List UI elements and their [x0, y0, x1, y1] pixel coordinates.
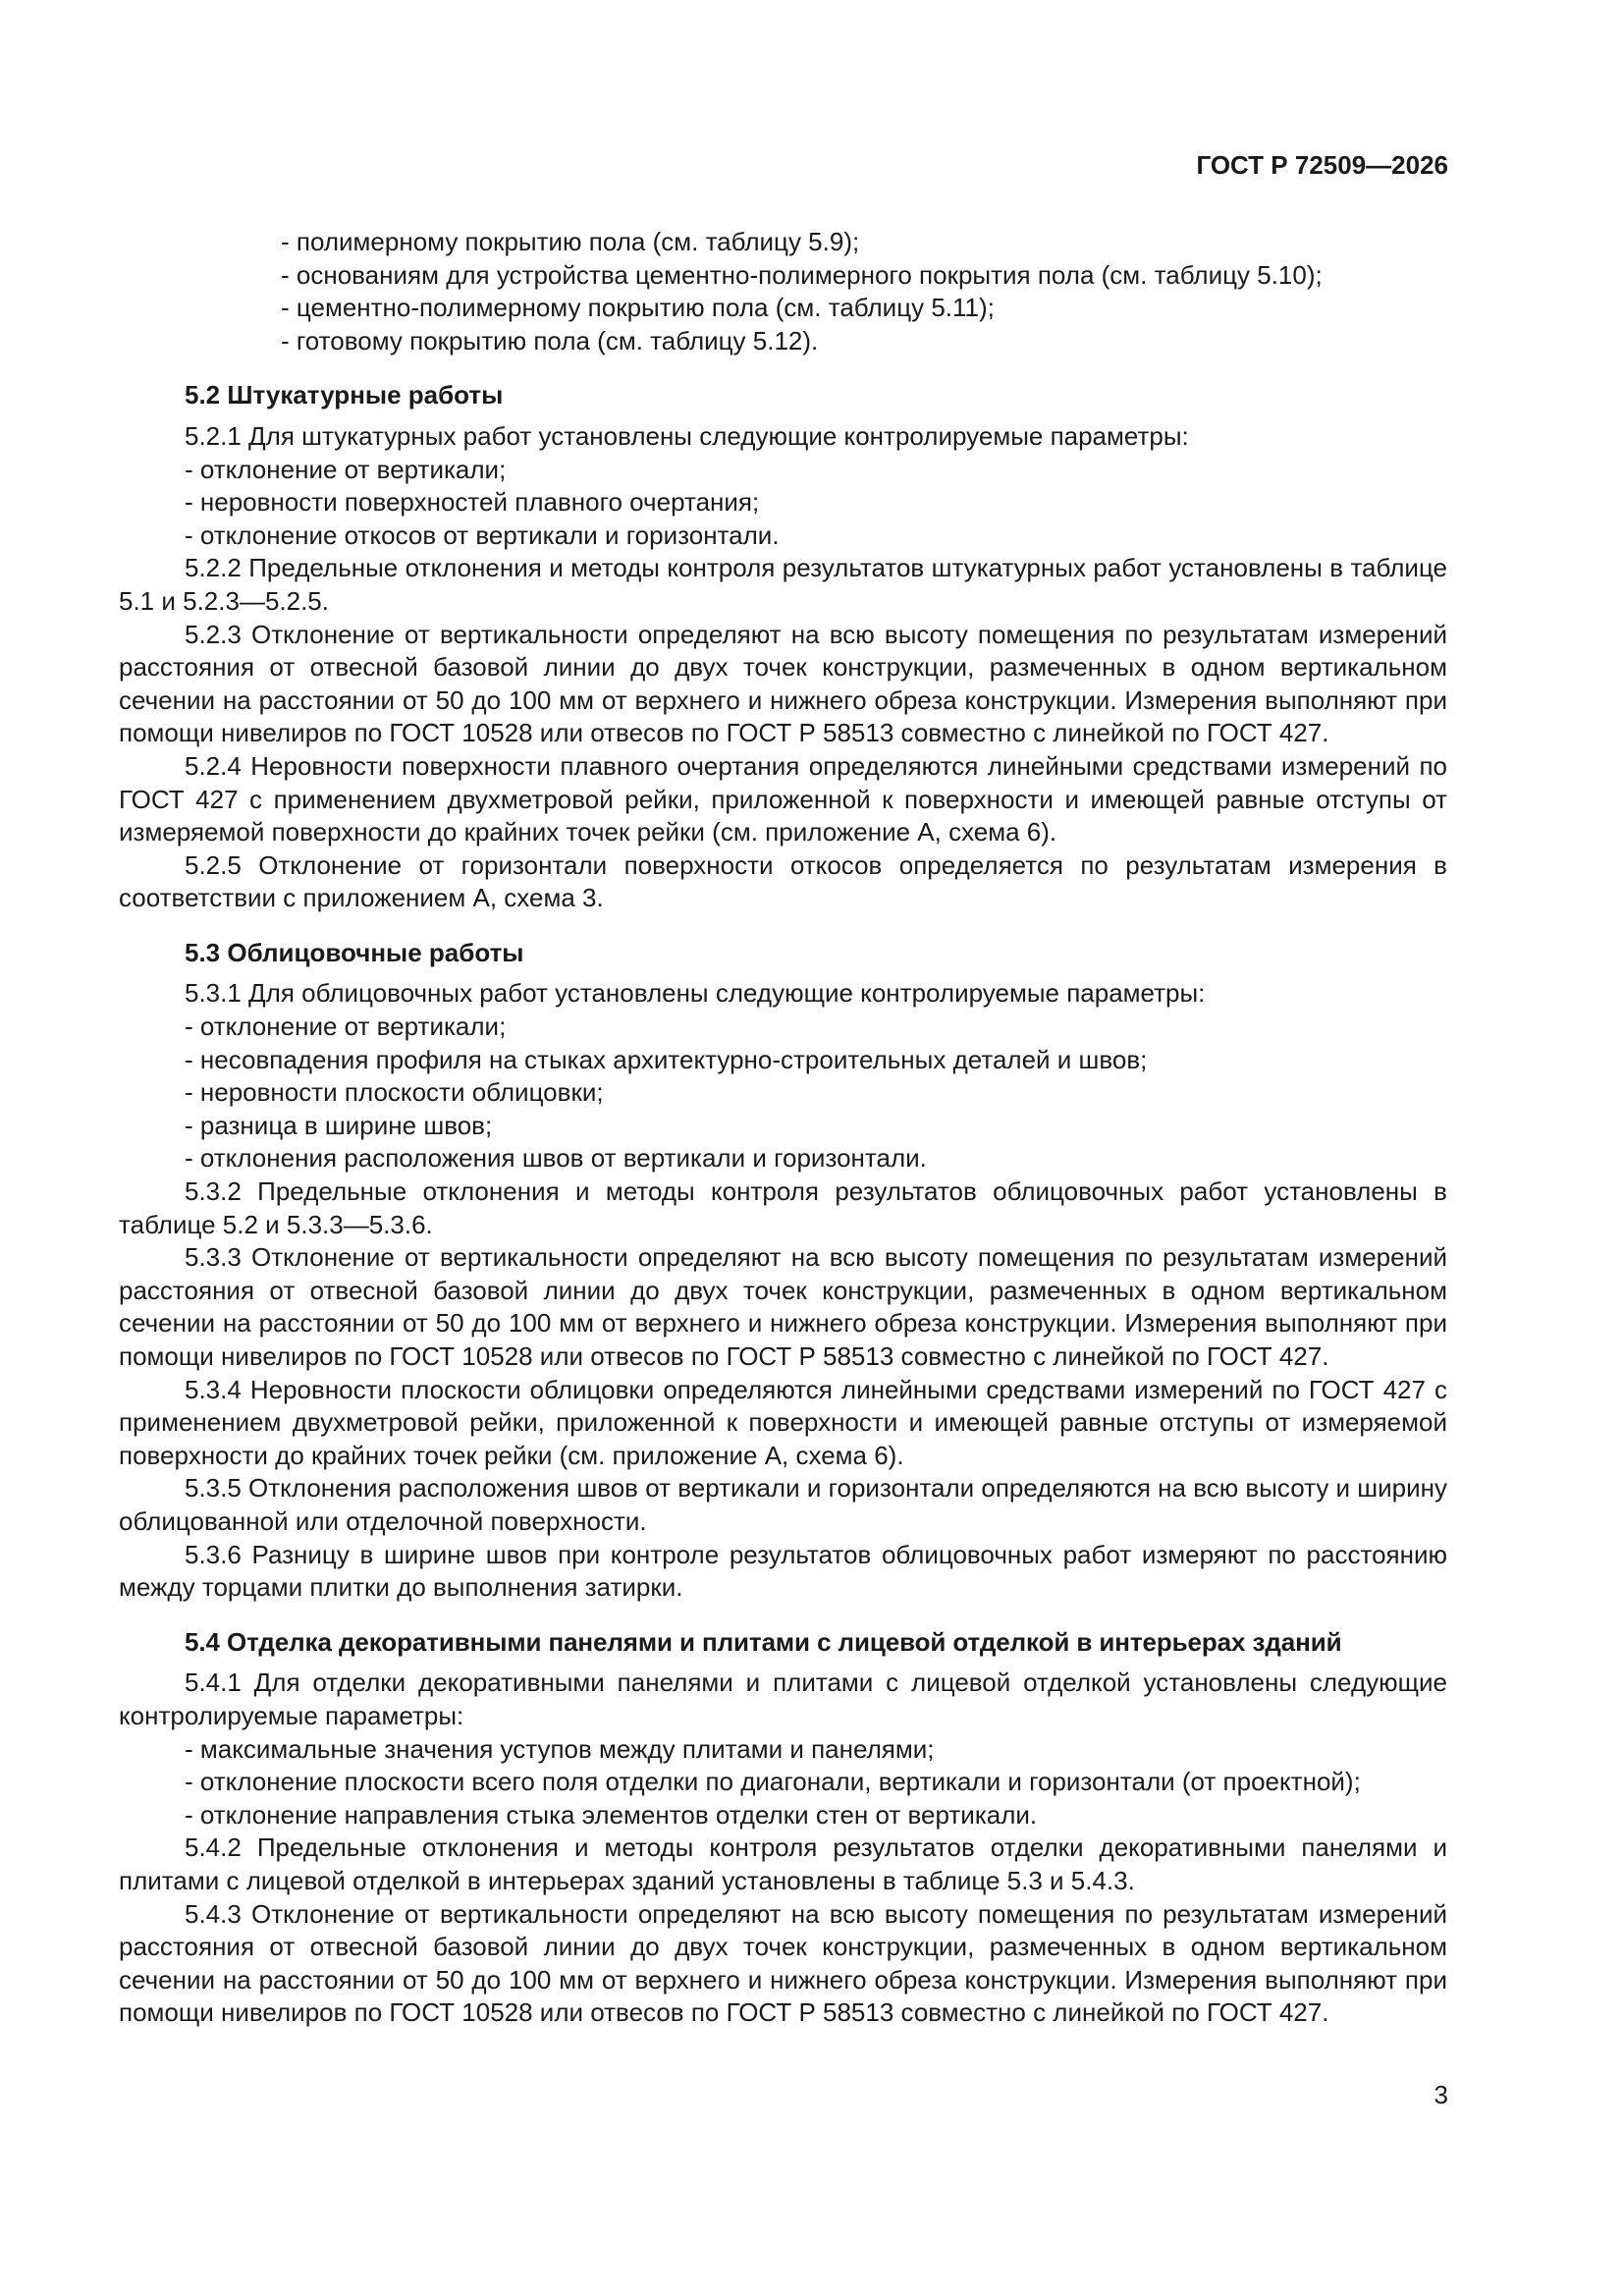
list-item: - отклонение от вертикали; [185, 1011, 507, 1042]
paragraph: 5.2.1 Для штукатурных работ установлены следующие контролируемые параметры: [185, 420, 1189, 451]
section-title: 5.2 Штукатурные работы [185, 380, 504, 410]
section-5-3 [119, 937, 1447, 1605]
list-item: - основаниям для устройства цементно-полимерного покрытия пола (см. таблицу 5.10); [281, 259, 1323, 290]
paragraph: 5.4.2 Предельные отклонения и методы контроля результатов отделки декоративными панелями и плитами с лицевой отделкой в интерьерах зданий установлены в таблице 5.3 и 5.4.3. [119, 1832, 1447, 1895]
paragraph: 5.2.4 Неровности поверхности плавного очертания определяются линейными средствами измерений по ГОСТ 427 с применением двухметровой рейки, приложенной к поверхности и имеющей равные отступы от измеряемой поверхности до крайних точек рейки (см. приложение А, схема 6). [119, 750, 1447, 847]
section-title: 5.3 Облицовочные работы [185, 937, 524, 967]
paragraph: 5.3.6 Разницу в ширине швов при контроле результатов облицовочных работ измеряют по расстоянию между торцами плитки до выполнения затирки. [119, 1539, 1447, 1603]
list-item: - несовпадения профиля на стыках архитектурно-строительных деталей и швов; [185, 1044, 1148, 1074]
list-item: - неровности плоскости облицовки; [185, 1077, 604, 1108]
page-content [119, 226, 1447, 2030]
section-5-4 [119, 1626, 1447, 2030]
paragraph: 5.2.2 Предельные отклонения и методы контроля результатов штукатурных работ установлены в таблице 5.1 и 5.2.3—5.2.5. [119, 553, 1447, 616]
list-item: - максимальные значения уступов между плитами и панелями; [185, 1733, 935, 1764]
paragraph: 5.4.3 Отклонение от вертикальности определяют на всю высоту помещения по результатам измерений расстояния от отвесной базовой линии до двух точек конструкции, размеченных в одном вертикальном сечении на расстоянии от 50 до 100 мм от верхнего и нижнего обреза конструкции. Измерения выполняют при помощи нивелиров по ГОСТ 10528 или отвесов по ГОСТ Р 58513 совместно с линейкой по ГОСТ 427. [119, 1898, 1447, 2028]
list-item: - отклонение направления стыка элементов отделки стен от вертикали. [185, 1799, 1038, 1830]
list-item: - неровности поверхностей плавного очертания; [185, 487, 760, 518]
list-item: - отклонение от вертикали; [185, 454, 507, 484]
list-item: - цементно-полимерному покрытию пола (см. таблицу 5.11); [281, 293, 995, 323]
paragraph: 5.2.5 Отклонение от горизонтали поверхности откосов определяется по результатам измерения в соответствии с приложением А, схема 3. [119, 849, 1447, 913]
paragraph: 5.3.3 Отклонение от вертикальности определяют на всю высоту помещения по результатам измерений расстояния от отвесной базовой линии до двух точек конструкции, размеченных в одном вертикальном сечении на расстоянии от 50 до 100 мм от верхнего и нижнего обреза конструкции. Измерения выполняют при помощи нивелиров по ГОСТ 10528 или отвесов по ГОСТ Р 58513 совместно с линейкой по ГОСТ 427. [119, 1242, 1447, 1371]
list-item: - отклонение откосов от вертикали и горизонтали. [185, 519, 780, 550]
list-item: - разница в ширине швов; [185, 1110, 493, 1140]
section-5-2 [119, 379, 1447, 915]
page-number: 3 [1434, 2080, 1448, 2109]
paragraph: 5.3.4 Неровности плоскости облицовки определяются линейными средствами измерений по ГОСТ 427 с применением двухметровой рейки, приложенной к поверхности и имеющей равные отступы от измеряемой поверхности до крайних точек рейки (см. приложение А, схема 6). [119, 1374, 1447, 1470]
list-item: - отклонения расположения швов от вертикали и горизонтали. [185, 1143, 927, 1174]
list-item: - отклонение плоскости всего поля отделки по диагонали, вертикали и горизонтали (от проектной); [185, 1767, 1361, 1797]
paragraph: 5.2.3 Отклонение от вертикальности определяют на всю высоту помещения по результатам измерений расстояния от отвесной базовой линии до двух точек конструкции, размеченных в одном вертикальном сечении на расстоянии от 50 до 100 мм от верхнего и нижнего обреза конструкции. Измерения выполняют при помощи нивелиров по ГОСТ 10528 или отвесов по ГОСТ Р 58513 совместно с линейкой по ГОСТ 427. [119, 619, 1447, 748]
intro-list [119, 226, 1447, 357]
paragraph: 5.3.2 Предельные отклонения и методы контроля результатов облицовочных работ установлены в таблице 5.2 и 5.3.3—5.3.6. [119, 1176, 1447, 1239]
paragraph: 5.4.1 Для отделки декоративными панелями и плитами с лицевой отделкой установлены следующие контролируемые параметры: [119, 1667, 1447, 1730]
paragraph: 5.3.1 Для облицовочных работ установлены следующие контролируемые параметры: [185, 978, 1206, 1009]
document-code: ГОСТ Р 72509—2026 [1196, 150, 1448, 180]
section-title: 5.4 Отделка декоративными панелями и плитами с лицевой отделкой в интерьерах зданий [185, 1626, 1342, 1657]
list-item: - готовому покрытию пола (см. таблицу 5.12). [281, 325, 819, 355]
list-item: - полимерному покрытию пола (см. таблицу 5.9); [281, 227, 860, 256]
paragraph: 5.3.5 Отклонения расположения швов от вертикали и горизонтали определяются на всю высоту и ширину облицованной или отделочной поверхности. [119, 1473, 1448, 1536]
